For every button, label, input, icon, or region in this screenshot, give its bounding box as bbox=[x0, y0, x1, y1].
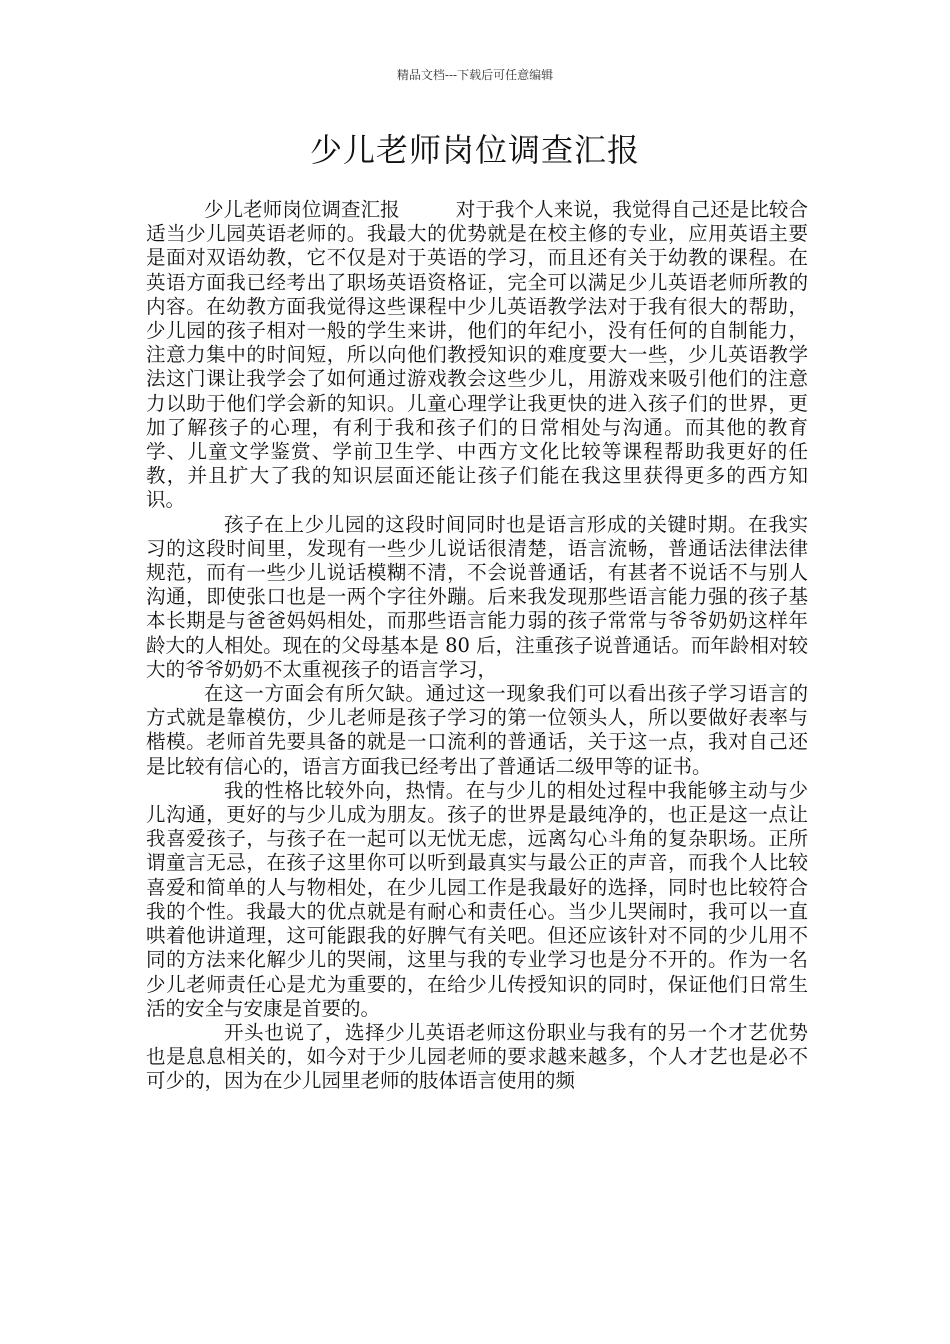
paragraph-5: 开头也说了，选择少儿英语老师这份职业与我有的另一个才艺优势也是息息相关的，如今对于少儿园老师的要求越来越多，个人才艺也是必不可少的，因为在少儿园里老师的肢体语言使用的频 bbox=[146, 1020, 808, 1093]
paragraph-1 bbox=[146, 198, 808, 513]
document-body bbox=[146, 198, 808, 1094]
lead-title: 少儿老师岗位调查汇报 bbox=[204, 198, 400, 221]
paragraph-2: 孩子在上少儿园的这段时间同时也是语言形成的关键时期。在我实习的这段时间里，发现有一些少儿说话很清楚，语言流畅，普通话法律法律规范，而有一些少儿说话模糊不清，不会说普通话，有甚者不说话不与别人沟通，即使张口也是一两个字往外蹦。后来我发现那些语言能力强的孩子基本长期是与爸爸妈妈相处，而那些语言能力弱的孩子常常与爷爷奶奶这样年龄大的人相处。现在的父母基本是 80 后，注重孩子说普通话。而年龄相对较大的爷爷奶奶不太重视孩子的语言学习， bbox=[146, 512, 808, 681]
paragraph-1-text: 对于我个人来说，我觉得自己还是比较合适当少儿园英语老师的。我最大的优势就是在校主修的专业，应用英语主要是面对双语幼教，它不仅是对于英语的学习，而且还有关于幼教的课程。在英语方面我已经考出了职场英语资格证，完全可以满足少儿英语老师所教的内容。在幼教方面我觉得这些课程中少儿英语教学法对于我有很大的帮助，少儿园的孩子相对一般的学生来讲，他们的年纪小，没有任何的自制能力，注意力集中的时间短，所以向他们教授知识的难度要大一些，少儿英语教学法这门课让我学会了如何通过游戏教会这些少儿，用游戏来吸引他们的注意力以助于他们学会新的知识。儿童心理学让我更快的进入孩子们的世界，更加了解孩子的心理，有利于我和孩子们的日常相处与沟通。而其他的教育学、儿童文学鉴赏、学前卫生学、中西方文化比较等课程帮助我更好的任教，并且扩大了我的知识层面还能让孩子们能在我这里获得更多的西方知识。 bbox=[146, 198, 808, 512]
paragraph-3: 在这一方面会有所欠缺。通过这一现象我们可以看出孩子学习语言的方式就是靠模仿，少儿老师是孩子学习的第一位领头人，所以要做好表率与楷模。老师首先要具备的就是一口流利的普通话，关于这一点，我对自己还是比较有信心的，语言方面我已经考出了普通话二级甲等的证书。 bbox=[146, 682, 808, 778]
document-title: 少儿老师岗位调查汇报 bbox=[309, 131, 640, 169]
paragraph-4: 我的性格比较外向，热情。在与少儿的相处过程中我能够主动与少儿沟通，更好的与少儿成为朋友。孩子的世界是最纯净的，也正是这一点让我喜爱孩子，与孩子在一起可以无忧无虑，远离勾心斗角的复杂职场。正所谓童言无忌，在孩子这里你可以听到最真实与最公正的声音，而我个人比较喜爱和简单的人与物相处，在少儿园工作是我最好的选择，同时也比较符合我的个性。我最大的优点就是有耐心和责任心。当少儿哭闹时，我可以一直哄着他讲道理，这可能跟我的好脾气有关吧。但还应该针对不同的少儿用不同的方法来化解少儿的哭闹，这里与我的专业学习也是分不开的。作为一名少儿老师责任心是尤为重要的，在给少儿传授知识的同时，保证他们日常生活的安全与安康是首要的。 bbox=[146, 778, 808, 1020]
header-note: 精品文档---下载后可任意编辑 bbox=[396, 68, 554, 82]
